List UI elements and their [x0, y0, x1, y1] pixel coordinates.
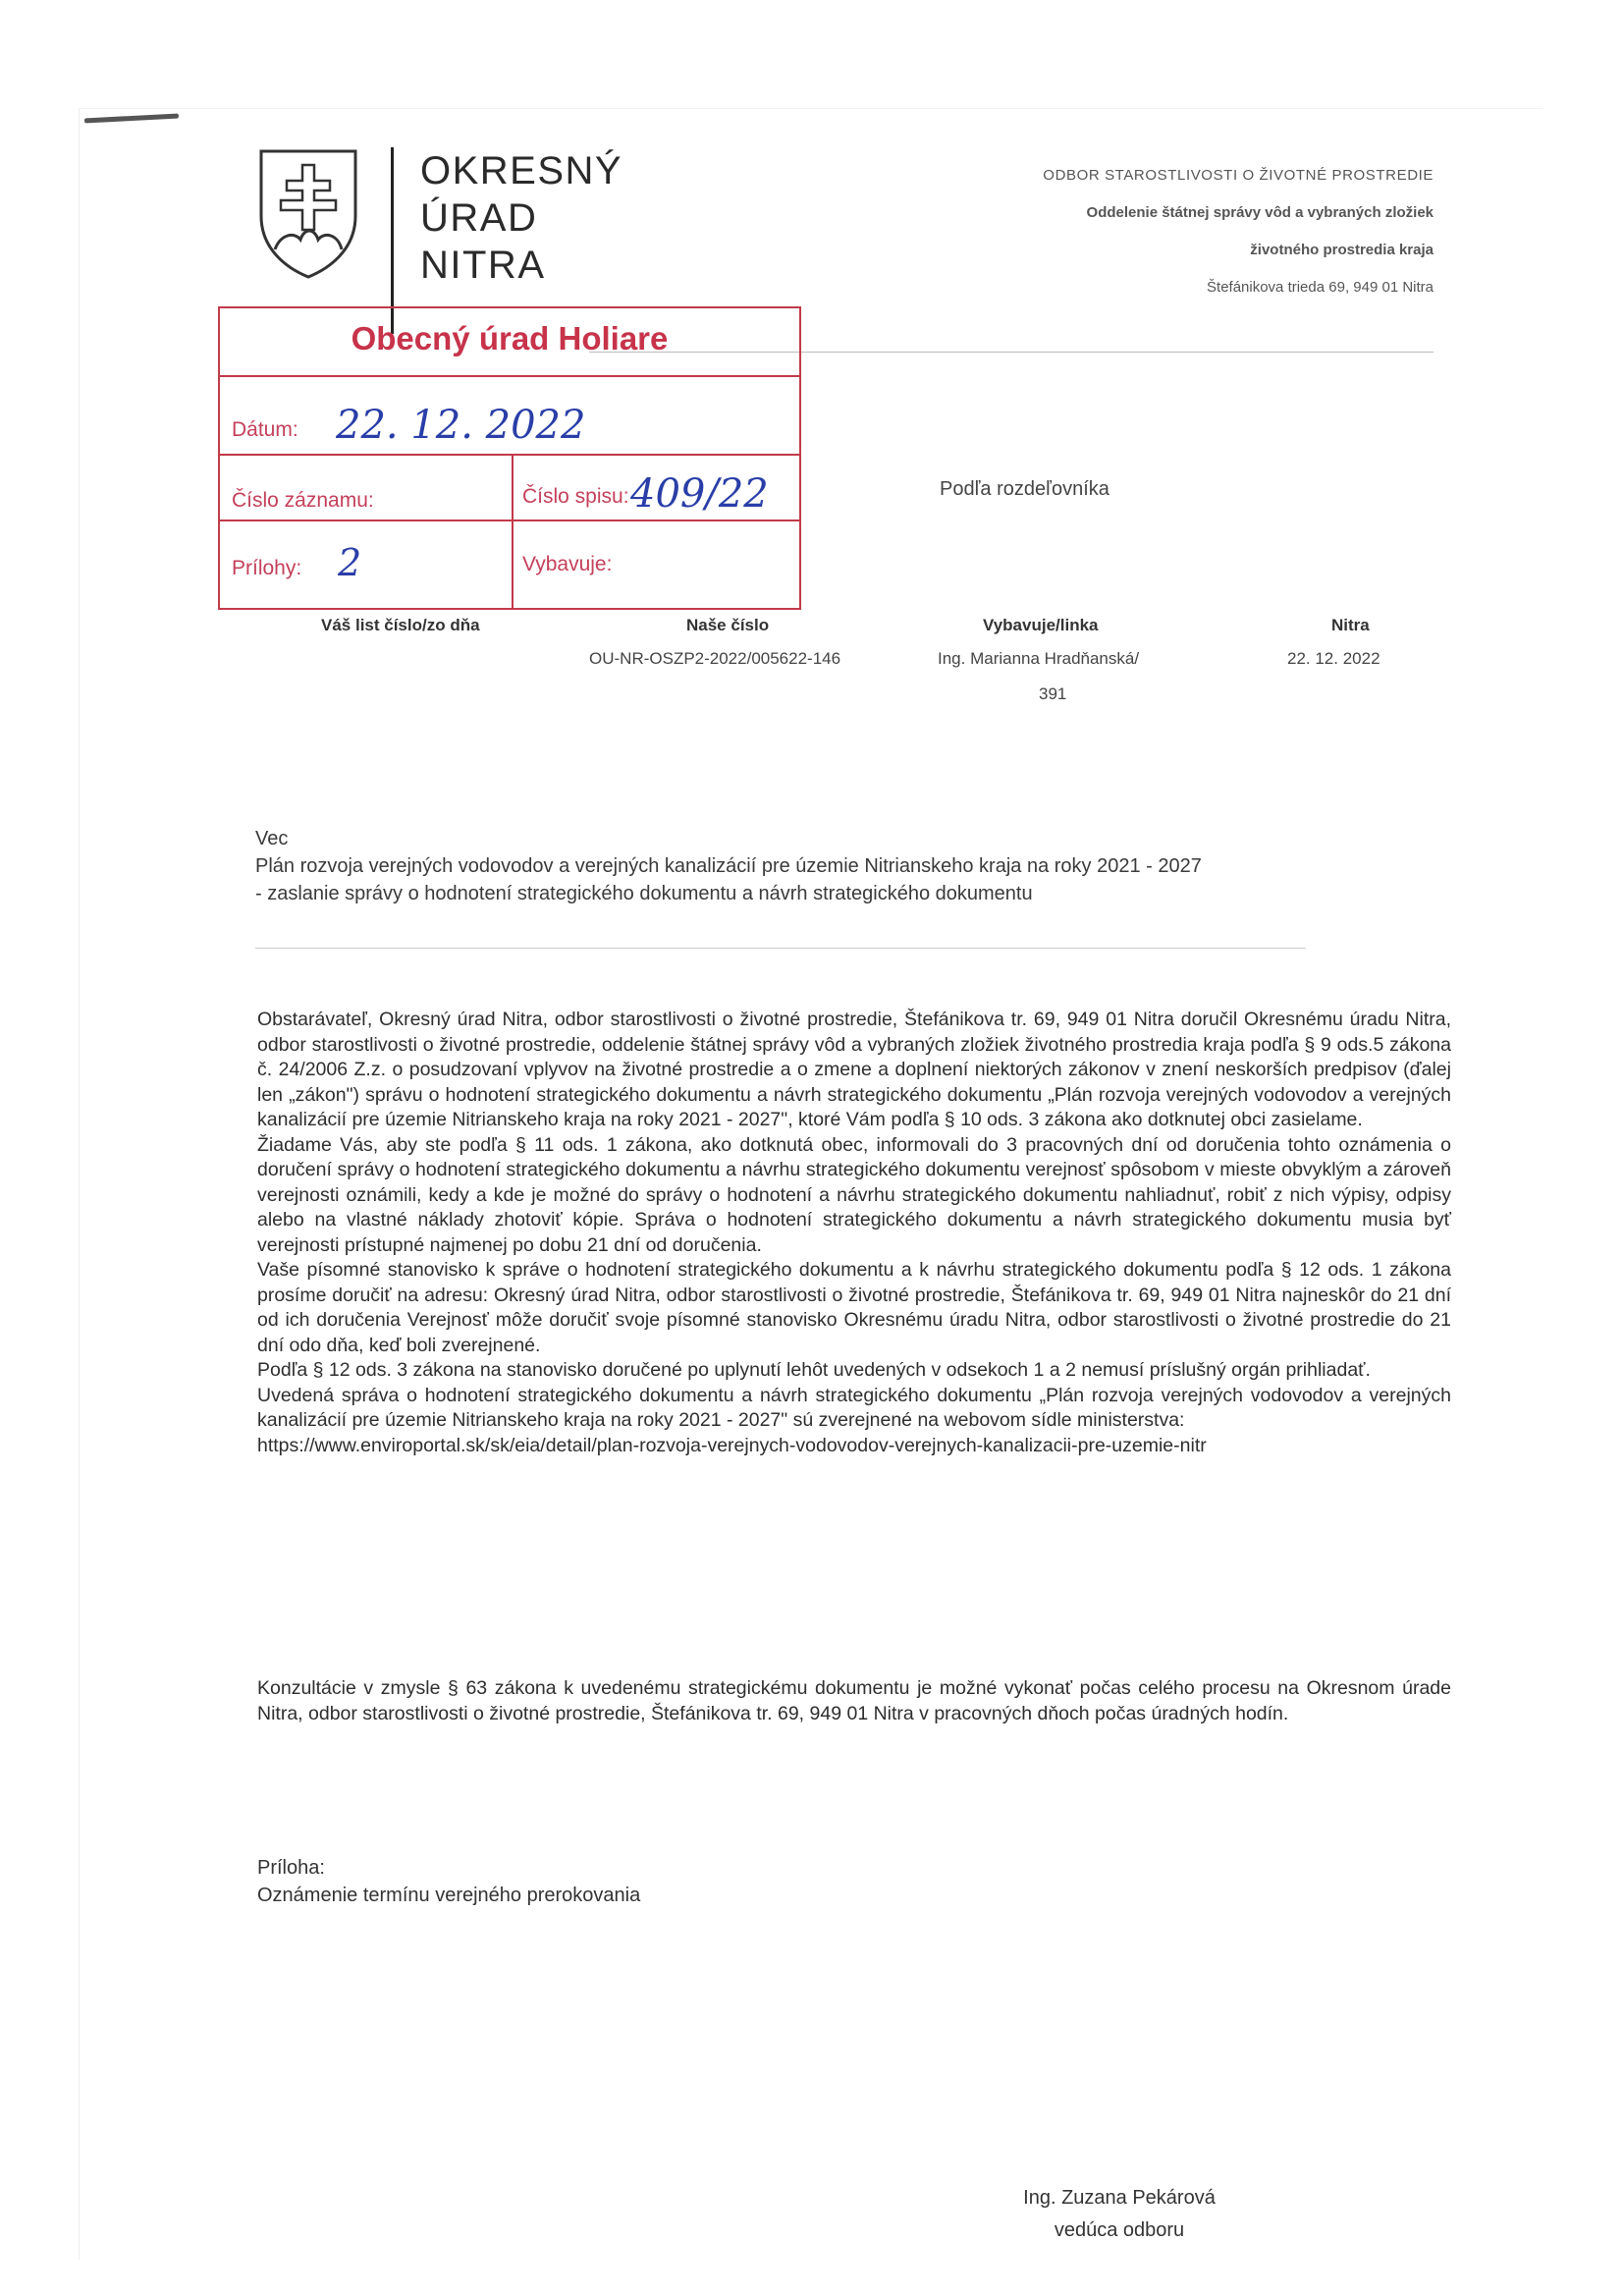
datum-value: 22. 12. 2022 [336, 403, 586, 448]
meta-header-our-number: Naše číslo [686, 616, 770, 634]
attachment-label: Príloha: [257, 1857, 325, 1879]
meta-our-number: OU-NR-OSZP2-2022/005622-146 [589, 649, 841, 668]
meta-header-your-letter: Váš list číslo/zo dňa [321, 616, 480, 634]
subject-line-1: Plán rozvoja verejných vodovodov a verejných kanalizácií pre územie Nitrianskeho kraja na roky 2021 - 2027 [255, 855, 1202, 877]
stamp-title: Obecný úrad Holiare [351, 320, 669, 356]
cislo-spisu-label: Číslo spisu: [522, 485, 629, 508]
paragraph-1: Obstarávateľ, Okresný úrad Nitra, odbor starostlivosti o životné prostredie, Štefánikova tr. 69, 949 01 Nitra doručil Okresnému úradu Nitra, odbor starostlivosti o životné prostredie, oddelenie štátnej správy vôd a vybraných zložiek životného prostredia kraja podľa § 9 ods.5 zákona č. 24/2006 Z.z. o posudzovaní vplyvov na životné prostredie a o zmene a doplnení niektorých zákonov v znení neskorších predpisov (ďalej len „zákon") správu o hodnotení strategického dokumentu a návrh strategického dokumentu „Plán rozvoja verejných vodovodov a verejných kanalizácií pre územie Nitrianskeho kraja na roky 2021 - 2027", ktoré Vám podľa § 10 ods. 3 zákona ako dotknutej obci zasielame. [257, 1009, 1451, 1130]
consultation-block [257, 1676, 1451, 1726]
department-name: ODBOR STAROSTLIVOSTI O ŽIVOTNÉ PROSTREDIE [1043, 167, 1434, 184]
subject-line-2: - zaslanie správy o hodnotení strategického dokumentu a návrh strategického dokumentu [255, 883, 1033, 904]
paragraph-2: Žiadame Vás, aby ste podľa § 11 ods. 1 zákona, ako dotknutá obec, informovali do 3 pracovných dní od doručenia tohto oznámenia o doručení správy o hodnotení strategického dokumentu a návrhu strategického dokumentu verejnosť spôsobom v mieste obvyklým a zároveň verejnosti oznámili, kedy a kde je možné do správy o hodnotení a návrhu strategického dokumentu nahliadnuť, robiť z nich výpisy, odpisy alebo na vlastné náklady zhotoviť kópie. Správa o hodnotení strategického dokumentu a návrh strategického dokumentu musia byť verejnosti prístupné najmenej po dobu 21 dní od doručenia. [257, 1133, 1451, 1256]
cislo-spisu-value: 409/22 [630, 471, 769, 517]
paragraph-6: Konzultácie v zmysle § 63 zákona k uvedenému strategickému dokumentu je možné vykonať počas celého procesu na Okresnom úrade Nitra, odbor starostlivosti o životné prostredie, Štefánikova tr. 69, 949 01 Nitra v pracovných dňoch počas úradných hodín. [257, 1677, 1451, 1724]
meta-header-handled-by: Vybavuje/linka [983, 616, 1099, 634]
attachment-block [257, 1854, 640, 1909]
datum-label: Dátum: [232, 418, 298, 441]
office-line-1: OKRESNÝ [420, 149, 623, 192]
section-name-line1: Oddelenie štátnej správy vôd a vybraných zložiek [1086, 204, 1434, 221]
office-line-2: ÚRAD [420, 196, 538, 240]
office-line-3: NITRA [420, 244, 546, 287]
meta-header-place: Nitra [1331, 616, 1370, 634]
vybavuje-label: Vybavuje: [522, 553, 613, 575]
ministry-url: https://www.enviroportal.sk/sk/eia/detail/plan-rozvoja-verejnych-vodovodov-verejnych-kanalizacii-pre-uzemie-nitr [257, 1434, 1207, 1456]
cislo-zaznamu-label: Číslo záznamu: [232, 489, 374, 512]
prilohy-value: 2 [338, 541, 362, 584]
meta-date: 22. 12. 2022 [1287, 649, 1380, 668]
department-block [1043, 157, 1434, 306]
section-name-line2: životného prostredia kraja [1250, 242, 1434, 258]
signature-block [1021, 2182, 1217, 2247]
paragraph-3: Vaše písomné stanovisko k správe o hodnotení strategického dokumentu a k návrhu strategického dokumentu podľa § 12 ods. 1 zákona prosíme doručiť na adresu: Okresný úrad Nitra, odbor starostlivosti o životné prostredie, Štefánikova tr. 69, 949 01 Nitra najneskôr do 21 dní od ich doručenia Verejnosť môže doručiť svoje písomné stanovisko Okresnému úradu Nitra, odbor starostlivosti o životné prostredie do 21 dní odo dňa, keď boli zverejnené. [257, 1259, 1451, 1356]
office-name [420, 147, 622, 289]
registry-stamp [218, 306, 801, 610]
subject-label: Vec [255, 828, 289, 849]
recipient: Podľa rozdeľovníka [940, 478, 1109, 500]
letter-body [257, 1008, 1451, 1458]
meta-handled-by: Ing. Marianna Hradňanská/ [938, 649, 1140, 668]
paragraph-5: Uvedená správa o hodnotení strategického dokumentu a návrh strategického dokumentu „Plán rozvoja verejných vodovodov a verejných kanalizácií pre územie Nitrianskeho kraja na roky 2021 - 2027" sú zverejnené na webovom sídle ministerstva: [257, 1384, 1451, 1431]
stamp-divider-1 [220, 375, 799, 377]
signatory-title: vedúca odboru [1054, 2219, 1185, 2241]
paragraph-4: Podľa § 12 ods. 3 zákona na stanovisko doručené po uplynutí lehôt uvedených v odsekoch 1 a 2 nemusí príslušný orgán prihliadať. [257, 1359, 1371, 1381]
stamp-divider-2 [220, 454, 799, 456]
subject-block [255, 825, 1202, 907]
subject-rule [255, 948, 1306, 949]
prilohy-label: Prílohy: [232, 557, 302, 579]
department-address: Štefánikova trieda 69, 949 01 Nitra [1207, 279, 1434, 296]
attachment-item: Oznámenie termínu verejného prerokovania [257, 1885, 641, 1906]
stamp-vertical-divider [512, 454, 514, 608]
meta-phone-line: 391 [1039, 684, 1067, 703]
signatory-name: Ing. Zuzana Pekárová [1023, 2187, 1216, 2209]
stamp-divider-3 [220, 519, 799, 521]
coat-of-arms-icon [257, 147, 359, 281]
